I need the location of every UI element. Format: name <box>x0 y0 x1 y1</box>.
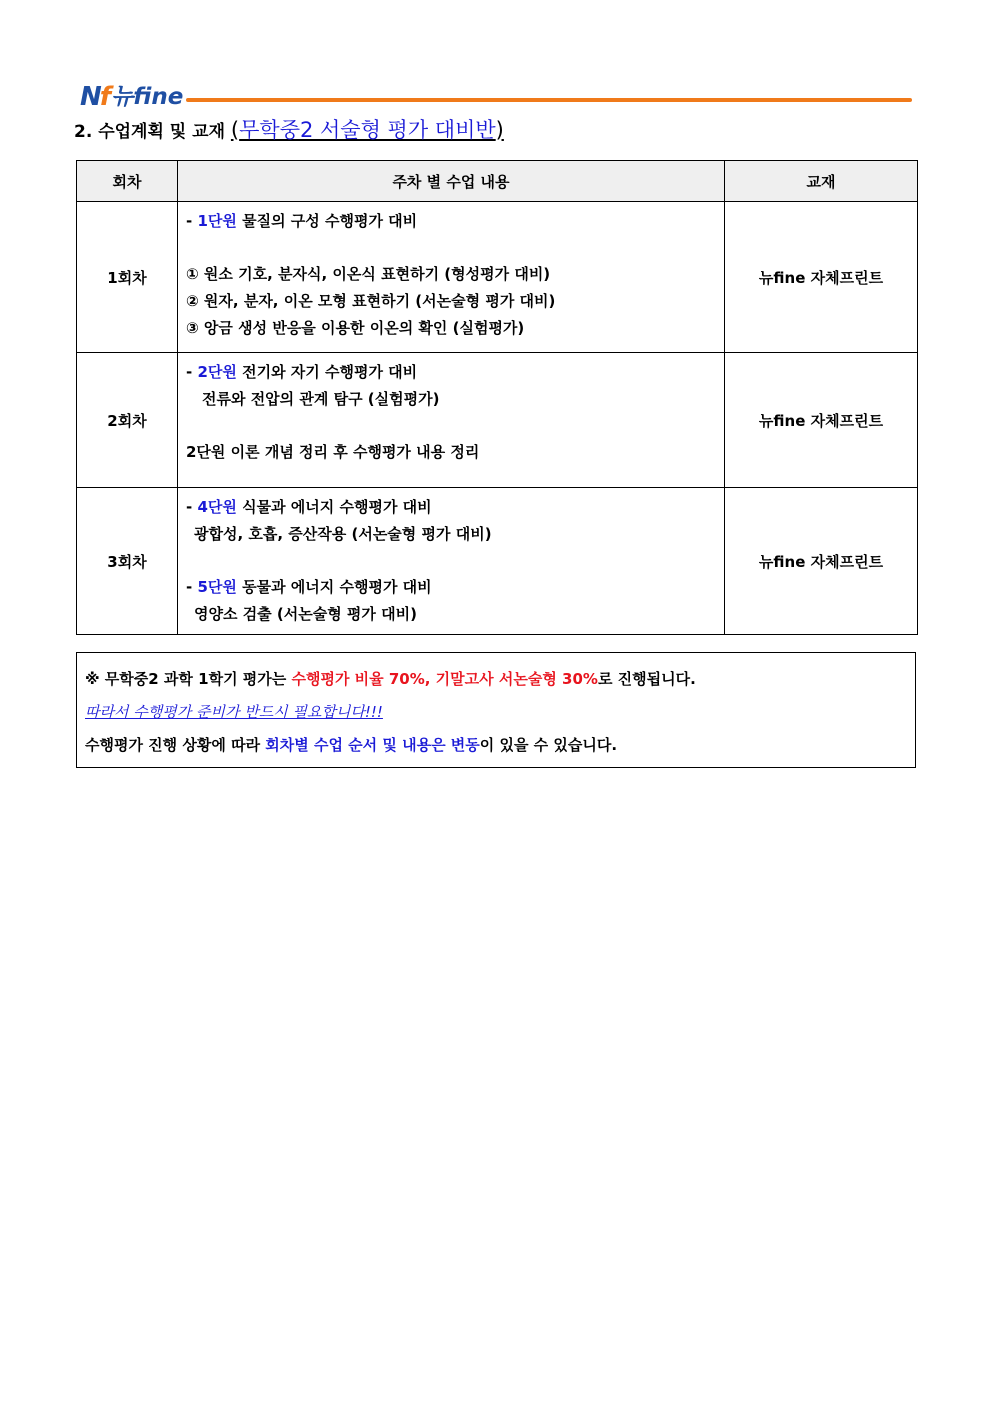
section-subtitle: 무학중2 서술형 평가 대비반 <box>239 118 496 142</box>
lesson-plan-table <box>76 160 918 635</box>
textbook-cell: 뉴fine 자체프린트 <box>725 488 918 635</box>
content-line: - 5단원 동물과 에너지 수행평가 대비 <box>186 578 432 596</box>
table-row <box>77 488 918 635</box>
logo-text: 뉴fine <box>111 84 184 110</box>
session-cell: 1회차 <box>77 202 178 353</box>
header-session: 회차 <box>77 161 178 202</box>
textbook-cell: 뉴fine 자체프린트 <box>725 353 918 488</box>
notice-line-warning: 따라서 수행평가 준비가 반드시 필요합니다!!! <box>85 703 383 721</box>
content-cell <box>178 488 725 635</box>
content-cell <box>178 202 725 353</box>
content-line: 2단원 이론 개념 정리 후 수행평가 내용 정리 <box>186 443 480 461</box>
header-rule <box>186 98 912 102</box>
logo-mark: Nf <box>80 82 110 112</box>
content-line: ② 원자, 분자, 이온 모형 표현하기 (서논술형 평가 대비) <box>186 292 556 310</box>
header-textbook: 교재 <box>725 161 918 202</box>
table-row <box>77 353 918 488</box>
content-line: 영양소 검출 (서논술형 평가 대비) <box>194 605 417 623</box>
content-line: 전류와 전압의 관계 탐구 (실험평가) <box>202 390 440 408</box>
content-line: - 4단원 식물과 에너지 수행평가 대비 <box>186 498 432 516</box>
textbook-cell: 뉴fine 자체프린트 <box>725 202 918 353</box>
notice-box <box>76 652 916 768</box>
session-cell: 2회차 <box>77 353 178 488</box>
content-cell <box>178 353 725 488</box>
table-header-row <box>77 161 918 202</box>
table-row <box>77 202 918 353</box>
content-line: - 2단원 전기와 자기 수행평가 대비 <box>186 363 418 381</box>
notice-line-change: 수행평가 진행 상황에 따라 회차별 수업 순서 및 내용은 변동이 있을 수 있습니다. <box>85 736 618 754</box>
content-line: - 1단원 물질의 구성 수행평가 대비 <box>186 212 418 230</box>
content-line: 광합성, 호흡, 증산작용 (서논술형 평가 대비) <box>194 525 492 543</box>
content-line: ① 원소 기호, 분자식, 이온식 표현하기 (형성평가 대비) <box>186 265 551 283</box>
brand-logo <box>80 80 183 112</box>
notice-line-ratio: ※ 무학중2 과학 1학기 평가는 수행평가 비율 70%, 기말고사 서논술형 30%로 진행됩니다. <box>85 670 696 688</box>
content-line: ③ 앙금 생성 반응을 이용한 이온의 확인 (실험평가) <box>186 319 525 337</box>
header-content: 주차 별 수업 내용 <box>178 161 725 202</box>
section-title: 2. 수업계획 및 교재 (무학중2 서술형 평가 대비반) <box>74 118 504 142</box>
session-cell: 3회차 <box>77 488 178 635</box>
